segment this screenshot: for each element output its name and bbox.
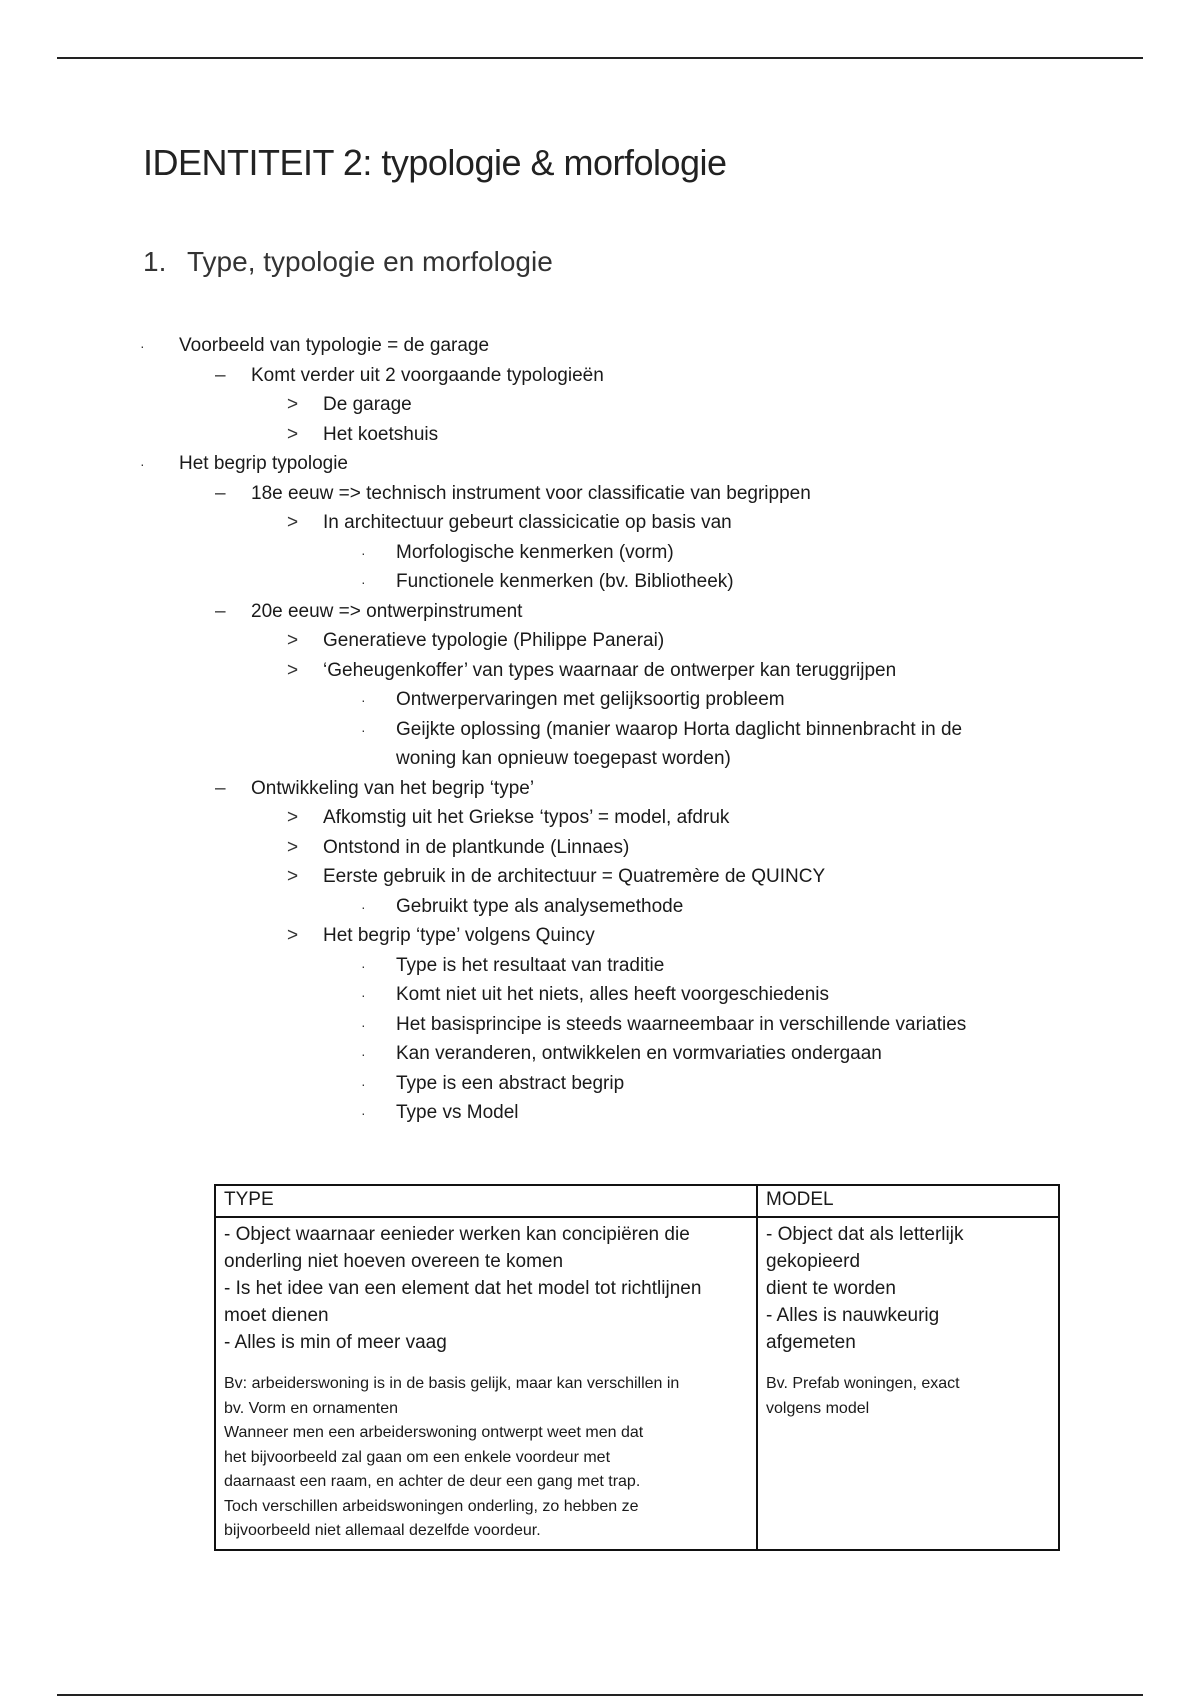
model-example xyxy=(766,1372,1050,1421)
type-line: - Object waarnaar eenieder werken kan concipiëren die xyxy=(224,1224,690,1245)
dash-marker: – xyxy=(215,778,226,799)
outline-item: ‘Geheugenkoffer’ van types waarnaar de ontwerper kan teruggrijpen xyxy=(323,660,897,681)
type-line: moet dienen xyxy=(224,1305,329,1326)
arrow-marker: > xyxy=(287,630,299,651)
bullet-marker: · xyxy=(140,338,145,354)
type-example-line: het bijvoorbeeld zal gaan om een enkele voordeur met xyxy=(224,1448,611,1466)
model-line: dient te worden xyxy=(766,1278,896,1299)
outline-item: Eerste gebruik in de architectuur = Quatremère de QUINCY xyxy=(323,866,826,887)
type-example-line: bijvoorbeeld niet allemaal dezelfde voordeur. xyxy=(224,1522,541,1539)
top-rule xyxy=(57,57,1143,59)
type-line: - Alles is min of meer vaag xyxy=(224,1332,447,1353)
arrow-marker: > xyxy=(287,807,299,828)
model-lines xyxy=(766,1221,1050,1356)
outline-item: Gebruikt type als analysemethode xyxy=(396,896,684,917)
outline-item: woning kan opnieuw toegepast worden) xyxy=(396,748,731,769)
model-line: - Alles is nauwkeurig xyxy=(766,1305,940,1326)
bottom-rule xyxy=(57,1694,1143,1696)
outline-item: Kan veranderen, ontwikkelen en vormvariaties ondergaan xyxy=(396,1043,882,1064)
dot-marker: · xyxy=(361,1105,366,1121)
dot-marker: · xyxy=(361,1076,366,1092)
arrow-marker: > xyxy=(287,866,299,887)
dot-marker: · xyxy=(361,987,366,1003)
outline-item: Ontstond in de plantkunde (Linnaes) xyxy=(323,837,630,858)
type-example-line: Toch verschillen arbeidswoningen onderling, zo hebben ze xyxy=(224,1497,639,1515)
outline-item: Functionele kenmerken (bv. Bibliotheek) xyxy=(396,571,734,592)
outline-item: Morfologische kenmerken (vorm) xyxy=(396,542,674,563)
arrow-marker: > xyxy=(287,424,299,445)
header-type: TYPE xyxy=(215,1185,757,1217)
model-example-line: Bv. Prefab woningen, exact xyxy=(766,1375,960,1392)
dash-marker: – xyxy=(215,483,226,504)
type-line: - Is het idee van een element dat het model tot richtlijnen xyxy=(224,1278,702,1299)
outline-item: In architectuur gebeurt classicicatie op basis van xyxy=(323,512,732,533)
dot-marker: · xyxy=(361,899,366,915)
bullet-marker: · xyxy=(140,456,145,472)
model-line: afgemeten xyxy=(766,1332,856,1353)
arrow-marker: > xyxy=(287,925,299,946)
dot-marker: · xyxy=(361,692,366,708)
type-example-line: Bv: arbeiderswoning is in de basis gelijk, maar kan verschillen in xyxy=(224,1375,680,1392)
outline-item: Voorbeeld van typologie = de garage xyxy=(179,335,490,356)
type-model-table xyxy=(214,1184,1060,1551)
section-title: Type, typologie en morfologie xyxy=(187,246,553,277)
page-title: IDENTITEIT 2: typologie & morfologie xyxy=(143,142,727,183)
outline-item: Generatieve typologie (Philippe Panerai) xyxy=(323,630,665,651)
type-example-line: bv. Vorm en ornamenten xyxy=(224,1399,399,1417)
table-row xyxy=(215,1217,1059,1550)
type-example-line: daarnaast een raam, en achter de deur een gang met trap. xyxy=(224,1473,641,1490)
dot-marker: · xyxy=(361,958,366,974)
outline-item: Het begrip typologie xyxy=(179,453,348,474)
type-example-line: Wanneer men een arbeiderswoning ontwerpt weet men dat xyxy=(224,1424,644,1441)
outline-item: Komt niet uit het niets, alles heeft voorgeschiedenis xyxy=(396,984,830,1005)
outline-item: Het begrip ‘type’ volgens Quincy xyxy=(323,925,595,946)
dot-marker: · xyxy=(361,722,366,738)
type-line: onderling niet hoeven overeen te komen xyxy=(224,1251,564,1272)
type-example xyxy=(224,1372,748,1544)
dash-marker: – xyxy=(215,365,226,386)
model-line: - Object dat als letterlijk xyxy=(766,1224,964,1245)
outline-item: Afkomstig uit het Griekse ‘typos’ = model, afdruk xyxy=(323,807,730,828)
dot-marker: · xyxy=(361,574,366,590)
outline-item: De garage xyxy=(323,394,412,415)
model-example-line: volgens model xyxy=(766,1399,870,1417)
header-model: MODEL xyxy=(757,1185,1059,1217)
table-header-row xyxy=(215,1185,1059,1217)
section-number: 1. xyxy=(143,246,167,277)
outline-item: Ontwerpervaringen met gelijksoortig probleem xyxy=(396,689,785,710)
arrow-marker: > xyxy=(287,512,299,533)
outline-item: Het koetshuis xyxy=(323,424,439,445)
outline-item: Type vs Model xyxy=(396,1102,519,1123)
arrow-marker: > xyxy=(287,660,299,681)
dash-marker: – xyxy=(215,601,226,622)
dot-marker: · xyxy=(361,1017,366,1033)
section-heading xyxy=(143,246,553,278)
outline-item: 18e eeuw => technisch instrument voor classificatie van begrippen xyxy=(251,483,811,504)
outline-item: 20e eeuw => ontwerpinstrument xyxy=(251,601,523,622)
dot-marker: · xyxy=(361,1046,366,1062)
outline-item: Geijkte oplossing (manier waarop Horta daglicht binnenbracht in de xyxy=(396,719,963,740)
arrow-marker: > xyxy=(287,837,299,858)
type-cell xyxy=(215,1217,757,1550)
model-cell xyxy=(757,1217,1059,1550)
model-line: gekopieerd xyxy=(766,1251,861,1272)
dot-marker: · xyxy=(361,545,366,561)
outline-item: Ontwikkeling van het begrip ‘type’ xyxy=(251,778,535,799)
type-lines xyxy=(224,1221,748,1356)
outline-item: Het basisprincipe is steeds waarneembaar in verschillende variaties xyxy=(396,1014,967,1035)
outline-item: Komt verder uit 2 voorgaande typologieën xyxy=(251,365,604,386)
outline-item: Type is het resultaat van traditie xyxy=(396,955,665,976)
outline-item: Type is een abstract begrip xyxy=(396,1073,625,1094)
arrow-marker: > xyxy=(287,394,299,415)
